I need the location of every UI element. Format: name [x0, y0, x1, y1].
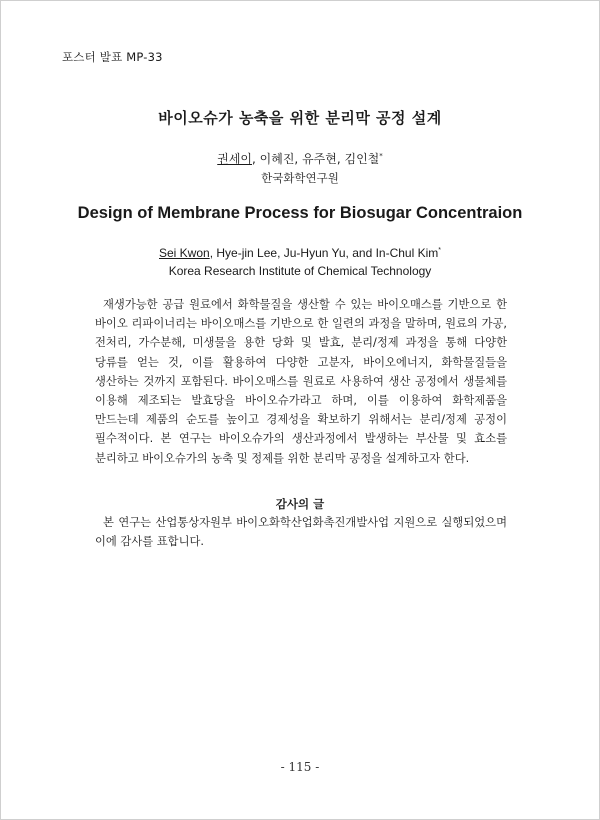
- acknowledgement-paragraph: 본 연구는 산업통상자원부 바이오화학산업화촉진개발사업 지원으로 실행되었으며 이에 감사를 표합니다.: [95, 516, 507, 549]
- korean-corresponding-mark: *: [379, 152, 383, 160]
- acknowledgement-heading: 감사의 글: [275, 497, 325, 511]
- english-authors: [60, 246, 540, 260]
- english-affiliation: Korea Research Institute of Chemical Technology: [168, 264, 432, 278]
- korean-co-authors: , 이혜진, 유주현, 김인철: [252, 152, 380, 166]
- poster-label: 포스터 발표 MP-33: [62, 50, 163, 64]
- english-corresponding-mark: *: [438, 247, 441, 254]
- korean-authors: [60, 150, 540, 167]
- korean-presenting-author: 권세이: [217, 152, 253, 166]
- korean-title: 바이오슈가 농축을 위한 분리막 공정 설계: [158, 109, 442, 127]
- abstract-paragraph: 재생가능한 공급 원료에서 화학물질을 생산할 수 있는 바이오매스를 기반으로 한 바이오 리파이너리는 바이오매스를 기반으로 한 일련의 과정을 말하며, 원료의 가공, 전처리, 가수분해, 미생물을 용한 당화 및 발효, 분리/정제 과정을 통해 다양한 당류를 얻는 것, 이를 활용하여 다양한 고분자, 바이오에너지, 화학물질들을 생산하는 것까지 포함된다. 바이오매스를 원료로 사용하여 생산 공정에서 생물체를 이용해 제조되는 발효당을 바이오슈가라고 하며, 이를 이용하여 화학제품을 만드는데 제품의 순도를 높이고 경제성을 확보하기 위해서는 분리/정제 공정이 필수적이다. 본 연구는 바이오슈가의 생산과정에서 발생하는 부산물 및 효소를 분리하고 바이오슈가의 농축 및 정제를 위한 분리막 공정을 설계하고자 한다.: [95, 298, 507, 465]
- page-number: - 115 -: [280, 760, 320, 774]
- english-co-authors: , Hye-jin Lee, Ju-Hyun Yu, and In-Chul Kim: [209, 246, 439, 260]
- english-title: Design of Membrane Process for Biosugar Concentraion: [77, 204, 523, 222]
- korean-affiliation: 한국화학연구원: [261, 171, 339, 185]
- english-presenting-author: Sei Kwon: [159, 246, 210, 260]
